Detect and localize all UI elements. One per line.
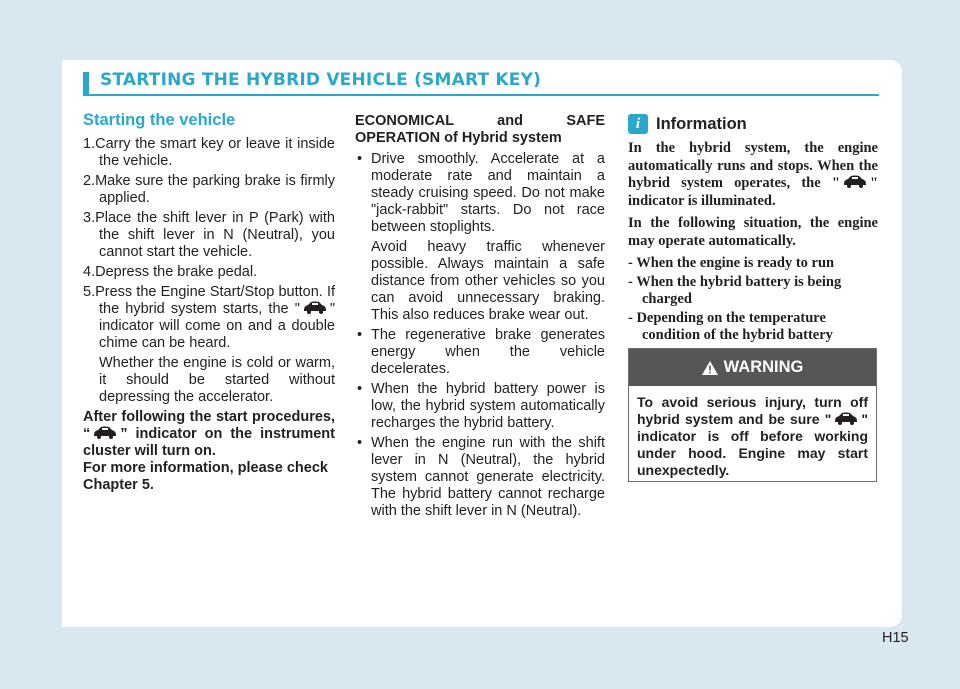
warning-header	[629, 349, 876, 386]
warning-triangle-icon	[702, 361, 718, 375]
step-3: 3.Place the shift lever in P (Park) with the shift lever in N (Neutral), you cannot start the vehicle.	[83, 210, 335, 260]
step-1: 1.Carry the smart key or leave it inside the vehicle.	[83, 136, 335, 169]
header-accent-bar	[83, 72, 89, 94]
step-5-text-a: 5.Press the Engine Start/Stop button. If the hybrid system starts, the	[83, 284, 335, 317]
info-item: - When the engine is ready to run	[628, 255, 835, 271]
warning-text-b: " indicator is off before working under hood. Engine may start unexpectedly.	[637, 411, 868, 478]
information-para-1	[628, 140, 878, 210]
ready-car-icon	[302, 301, 328, 314]
step-5-quote: "	[294, 301, 300, 317]
information-box	[628, 110, 878, 346]
starting-title: Starting the vehicle	[83, 111, 236, 129]
column-economical	[355, 113, 605, 523]
bullet-drive-smoothly: • Drive smoothly. Accelerate at a moderate rate and maintain a steady cruising speed. Do not make "jack-rabbit" starts. Do not race between stoplights.	[355, 151, 605, 236]
info-para-1-b: " indicator is illuminated.	[628, 175, 878, 209]
column-starting	[83, 110, 335, 494]
step-5	[83, 284, 335, 352]
info-item: - Depending on the temperature condition of the hybrid battery	[628, 309, 833, 343]
step-5-text-b: " indicator will come on and a double chime can be heard.	[99, 301, 336, 351]
info-item: - When the hybrid battery is being charged	[628, 273, 842, 307]
step-2: 2.Make sure the parking brake is firmly applied.	[83, 173, 335, 206]
bullet-drive-smoothly-extra: Avoid heavy traffic whenever possible. Always maintain a safe distance from other vehicles so you can avoid unnecessary braking. This also reduces brake wear out.	[371, 239, 605, 323]
warning-text	[629, 386, 876, 479]
info-icon: i	[628, 114, 648, 134]
bullet-battery-low: • When the hybrid battery power is low, the hybrid system automatically recharges the hybrid battery.	[355, 381, 605, 432]
information-title: Information	[656, 114, 747, 133]
bullet-neutral: • When the engine run with the shift lever in N (Neutral), the hybrid system cannot generate electricity. The hybrid battery cannot recharge with the shift lever in N (Neutral).	[355, 435, 605, 520]
header-rule	[83, 94, 879, 96]
bullet-regenerative-brake: • The regenerative brake generates energy when the vehicle decelerates.	[355, 327, 605, 378]
page-number: H15	[882, 630, 909, 646]
information-header	[628, 114, 878, 134]
warning-text-a: To avoid serious injury, turn off hybrid system and be sure "	[637, 394, 868, 427]
section-header: STARTING THE HYBRID VEHICLE (SMART KEY)	[100, 70, 542, 90]
start-note	[83, 409, 335, 460]
ready-car-icon	[842, 175, 868, 188]
warning-label: WARNING	[723, 358, 804, 376]
ready-car-icon	[833, 412, 859, 425]
info-para-1-a: In the hybrid system, the engine automatically runs and stops. When the hybrid system operates, the "	[628, 140, 878, 191]
step-5-note: Whether the engine is cold or warm, it should be started without depressing the accelerator.	[99, 355, 335, 405]
start-note-b: ” indicator on the instrument cluster will turn on.	[83, 426, 335, 459]
ready-car-icon	[92, 426, 118, 439]
step-4: 4.Depress the brake pedal.	[83, 264, 258, 280]
chapter-reference: For more information, please check Chapter 5.	[83, 460, 328, 493]
information-para-2: In the following situation, the engine may operate automatically.	[628, 215, 878, 249]
information-body	[628, 140, 878, 345]
start-note-a: After following the start procedures, “	[83, 409, 335, 442]
economical-title: ECONOMICAL and SAFE OPERATION of Hybrid system	[355, 113, 605, 146]
warning-box	[628, 348, 877, 482]
